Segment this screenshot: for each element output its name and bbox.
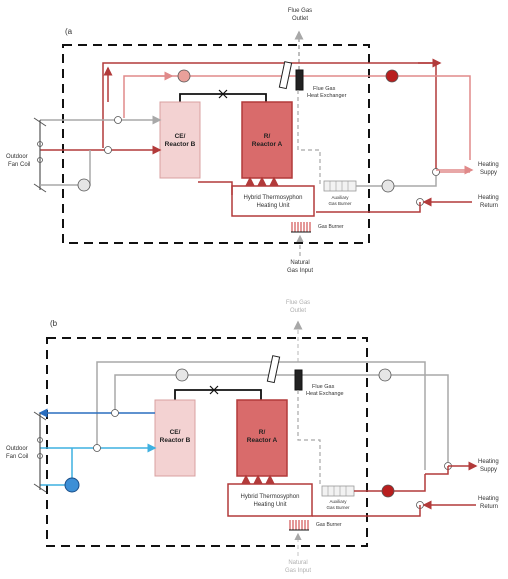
panel-b-aux-burner	[322, 486, 354, 496]
panel-a-fan-coil-l1: Outdoor	[6, 154, 28, 160]
panel-a-flue-hx-l2: Heat Exchanger	[307, 93, 347, 99]
panel-a-reactor-b-l2: Reactor B	[164, 141, 196, 148]
panel-a-reactor-b-l1: CE/	[174, 133, 186, 140]
panel-a-flue-gas-outlet-l2: Outlet	[291, 16, 309, 22]
panel-b-reactor-b-l2: Reactor B	[159, 437, 191, 444]
panel-b-gas-burner-icon	[289, 520, 309, 530]
panel-b-pump-blue	[65, 478, 79, 492]
panel-b-flue-hx-l1: Flue Gas	[312, 384, 335, 390]
panel-a-pump-top-right	[386, 70, 398, 82]
panel-b-reactor-a-l1: R/	[258, 429, 266, 436]
panel-a-aux-burner	[324, 181, 356, 191]
panel-b-aux-burner-l1: Auxiliary	[329, 499, 347, 504]
panel-a-valve-left-bottom	[105, 147, 112, 154]
panel-b-natural-gas-l2: Gas Input	[284, 568, 312, 574]
panel-a-flue-dashed	[298, 90, 320, 186]
panel-a-aux-burner-l1: Auxiliary	[331, 195, 349, 200]
panel-b-fan-coil-l1: Outdoor	[6, 446, 28, 452]
panel-a-heating-return-l2: Return	[480, 203, 499, 209]
panel-b-heating-supply-l1: Heating	[478, 459, 499, 465]
panel-b-reactor-b-l1: CE/	[169, 429, 181, 436]
panel-a-reactor-a-l1: R/	[263, 133, 271, 140]
panel-b-heating-return-l2: Return	[480, 504, 499, 510]
panel-a-flue-gas-outlet-l1: Flue Gas	[287, 8, 313, 14]
panel-b-black-pipe	[175, 390, 261, 400]
panel-b-pump-top-right	[379, 369, 391, 381]
panel-b-flue-gas-outlet-l1: Flue Gas	[285, 300, 311, 306]
panel-b-fan-coil-l2: Fan Coil	[6, 454, 29, 460]
panel-b-flue-hx	[295, 370, 302, 390]
panel-b-heating-unit	[228, 484, 312, 516]
panel-a-heating-unit-l2: Heating Unit	[256, 203, 290, 209]
panel-b-label: (b	[50, 319, 58, 328]
panel-b-reactor-a-l2: Reactor A	[246, 437, 278, 444]
panel-a-flue-hx-l1: Flue Gas	[313, 86, 336, 92]
panel-b-heating-return-l1: Heating	[478, 496, 499, 502]
panel-a-boundary	[63, 45, 369, 243]
panel-a-reactor-a	[242, 102, 292, 178]
panel-a-heating-unit	[232, 186, 314, 216]
panel-a-heating-supply-l1: Heating	[478, 162, 499, 168]
panel-a-reactor-b	[160, 102, 200, 178]
panel-a-flue-hx	[296, 70, 303, 90]
panel-b-flue-dashed	[298, 390, 320, 484]
panel-a-valve-left-top	[115, 117, 122, 124]
panel-b-pump-bottom-right	[382, 485, 394, 497]
panel-a-label: (a	[65, 27, 73, 36]
panel-a-pump-bottom-right	[382, 180, 394, 192]
panel-a-flue-hx-plate	[279, 62, 291, 89]
panel-a-heating-unit-l1: Hybrid Thermosyphon	[243, 195, 303, 201]
panel-b-pump-top-left	[176, 369, 188, 381]
panel-b-boundary	[47, 338, 367, 546]
panel-a-pump-bottom-left	[78, 179, 90, 191]
panel-b-valve-left-top	[112, 410, 119, 417]
panel-b-flue-gas-outlet-l2: Outlet	[289, 308, 307, 314]
panel-a-heating-return-l1: Heating	[478, 195, 499, 201]
panel-b-heating-unit-l1: Hybrid Thermosyphon	[240, 494, 300, 500]
panel-a-gas-burner-icon	[291, 222, 311, 232]
panel-b-natural-gas-l1: Natural	[288, 560, 308, 566]
panel-b-aux-burner-l2: Gas Burner	[326, 505, 350, 510]
panel-a-fan-coil-l2: Fan Coil	[8, 162, 31, 168]
panel-a-pump-top-left	[178, 70, 190, 82]
panel-a	[6, 8, 499, 274]
panel-a-natural-gas-l2: Gas Input	[286, 268, 314, 274]
panel-b	[6, 300, 499, 574]
panel-b-gas-burner-label: Gas Burner	[316, 522, 342, 528]
panel-a-gas-burner-label: Gas Burner	[318, 224, 344, 230]
panel-a-natural-gas-l1: Natural	[290, 260, 310, 266]
panel-b-flue-hx-plate	[267, 356, 279, 383]
panel-b-heating-unit-l2: Heating Unit	[253, 502, 287, 508]
panel-a-heating-supply-l2: Suppy	[480, 170, 498, 176]
panel-b-heating-supply-l2: Suppy	[480, 467, 498, 473]
panel-b-flue-hx-l2: Heat Exchange	[306, 391, 344, 397]
panel-b-valve-left-bottom	[94, 445, 101, 452]
panel-a-reactor-a-l2: Reactor A	[251, 141, 283, 148]
panel-a-aux-burner-l2: Gas Burner	[328, 201, 352, 206]
